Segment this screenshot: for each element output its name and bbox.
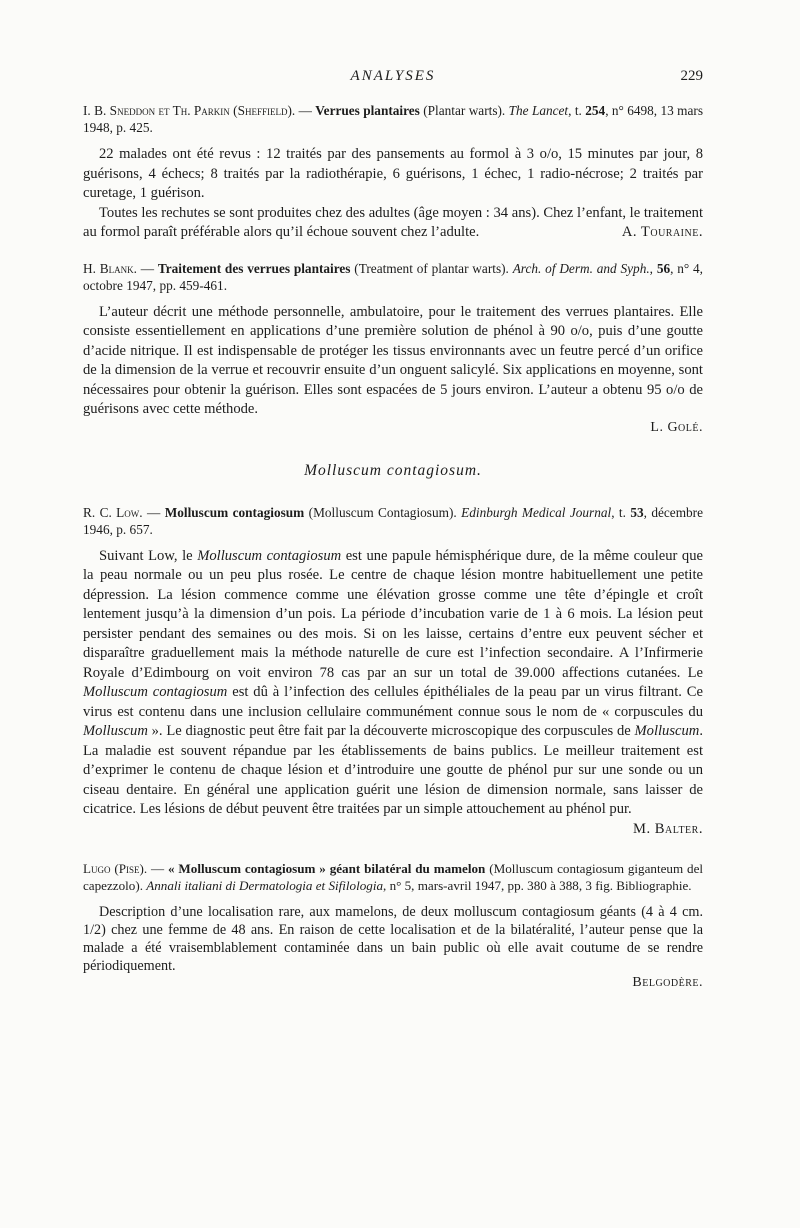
citation-title: « Molluscum contagiosum » géant bilatéral du mamelon bbox=[168, 861, 486, 876]
citation-authors: R. C. Low. bbox=[83, 504, 143, 520]
citation-dash: — bbox=[295, 103, 316, 118]
citation bbox=[83, 504, 703, 538]
reviewer-signature: A. Touraine. bbox=[621, 224, 703, 240]
citation-title: Verrues plantaires bbox=[315, 103, 420, 118]
citation-details: , n° 5, mars-avril 1947, pp. 380 à 388, 3 fig. Bibliographie. bbox=[383, 877, 692, 893]
body-text-italic: Molluscum bbox=[634, 723, 700, 739]
body-text-run: est dû à l’infection des cellules épithéliales de la peau par un virus filtrant. Ce virus est contenu dans une inclusion cellulaire communément connue sous le nom de « corpuscules du bbox=[83, 684, 703, 720]
citation-journal: Annali italiani di Dermatologia et Sifilologia bbox=[146, 877, 384, 893]
body-text-italic: Molluscum contagiosum bbox=[197, 547, 342, 564]
citation-journal: The Lancet bbox=[508, 103, 569, 118]
page-number: 229 bbox=[680, 68, 703, 84]
citation-dash: — bbox=[142, 504, 165, 520]
citation-dash: — bbox=[147, 861, 168, 876]
citation-translation: (Treatment of plantar warts). bbox=[350, 260, 513, 276]
page bbox=[83, 68, 703, 991]
citation-translation: (Molluscum contagiosum giganteum del capezzolo). bbox=[83, 861, 704, 893]
review-entry-sneddon bbox=[83, 102, 703, 243]
body-text-italic: Molluscum bbox=[83, 723, 148, 739]
body-paragraph: L’auteur décrit une méthode personnelle, ambulatoire, pour le traitement des verrues plantaires. Elle consiste essentiellement en applications d’une première solution de phénol à 90 o/o, puis d’une goutte d’acide nitrique. Il est indispensable de protéger les tissus environnants avec un feutre percé d’un orifice de la dimension de la verrue et recouvrir ensuite d’un onguent salicylé. Six applications en moyenne, sont nécessaires pour obtenir la guérison. Elles sont espacées de 5 jours environ. L’auteur a obtenu 95 o/o de guérisons avec cette méthode. bbox=[83, 303, 703, 417]
citation bbox=[83, 260, 703, 294]
body-text-run: ». Le diagnostic peut être fait par la découverte microscopique des corpuscules de bbox=[147, 723, 635, 739]
body-text-run: Suivant Low, le bbox=[99, 547, 198, 564]
citation-journal: Arch. of Derm. and Syph. bbox=[512, 260, 650, 276]
citation-title: Molluscum contagiosum bbox=[164, 504, 305, 520]
page-header bbox=[83, 68, 703, 96]
citation-title: Traitement des verrues plantaires bbox=[157, 260, 351, 276]
citation-authors: I. B. Sneddon et Th. Parkin (Sheffield). bbox=[83, 103, 296, 118]
body-paragraph bbox=[83, 204, 703, 243]
body-text-run: . La maladie est souvent répandue par les établissements de bains publics. Le meilleur traitement est d’exprimer le contenu de chaque lésion et d’introduire une goutte de phénol pur sur une sonde ou un ciseau dentaire. En général une application guérit une lésion de dimension normale, sans laisser de cicatrice. Les lésions de début peuvent être traitées par un simple attouchement au phénol pur. bbox=[83, 723, 703, 817]
citation-details-pre: , t. bbox=[568, 103, 586, 118]
body-text-run: est une papule hémisphérique dure, de la même couleur que la peau normale ou un peu plus rosée. Le centre de chaque lésion montre habituellement une petite dépression. La lésion commence comme une élévation grosse comme une tête d’épingle et croît lentement jusqu’à la dimension d’un pois. La période d’incubation varie de 1 à 6 mois. La lésion peut persister pendant des semaines ou des mois. Si on les laisse, certains d’entre eux peuvent sécher et disparaître graduellement mais la méthode naturelle de cure est l’infection secondaire. A l’Infirmerie Royale d’Edimbourg on voit environ 78 cas par an sur un total de 39.000 affections cutanées. Le bbox=[83, 547, 703, 681]
citation-details-pre: , t. bbox=[611, 504, 631, 520]
reviewer-signature: M. Balter. bbox=[633, 820, 703, 837]
body-paragraph: 22 malades ont été revus : 12 traités par des pansements au formol à 3 o/o, 15 minutes par jour, 8 guérisons, 4 échecs; 8 traités par la radiothérapie, 6 guérisons, 1 échec, 1 radio-nécrose; 2 traités par curetage, 1 guérison. bbox=[83, 146, 703, 201]
citation-authors: Lugo (Pise). bbox=[83, 861, 148, 876]
citation-volume: 53 bbox=[630, 504, 644, 520]
citation-translation: (Molluscum Contagiosum). bbox=[304, 504, 462, 520]
body-text-italic: Molluscum contagiosum bbox=[83, 684, 228, 700]
review-entry-lugo bbox=[83, 861, 703, 991]
body-paragraph-text: Toutes les rechutes se sont produites chez des adultes (âge moyen : 34 ans). Chez l’enfant, le traitement au formol paraît préférable alors qu’il échoue souvent chez l’adulte. bbox=[83, 204, 704, 240]
citation-volume: 56 bbox=[656, 260, 671, 276]
citation-details-pre: , bbox=[649, 260, 657, 276]
reviewer-signature: L. Golé. bbox=[650, 419, 703, 435]
citation bbox=[83, 102, 703, 136]
running-title: ANALYSES bbox=[350, 68, 436, 84]
citation-details: , n° 4, octobre 1947, pp. 459-461. bbox=[83, 260, 703, 293]
citation-dash: — bbox=[136, 260, 158, 276]
citation-journal: Edinburgh Medical Journal bbox=[461, 504, 612, 520]
body-paragraph bbox=[83, 547, 703, 840]
citation-details: , n° 6498, 13 mars 1948, p. 425. bbox=[83, 103, 704, 135]
review-entry-blank bbox=[83, 260, 703, 436]
citation-details: , décembre 1946, p. 657. bbox=[83, 504, 704, 537]
citation-authors: H. Blank. bbox=[83, 260, 137, 276]
reviewer-signature: Belgodère. bbox=[632, 975, 703, 990]
citation bbox=[83, 861, 703, 894]
body-paragraph: Description d’une localisation rare, aux mamelons, de deux molluscum contagiosum géants (4 à 4 cm. 1/2) chez une femme de 48 ans. En raison de cette localisation et de la bilatéralité, l’auteur pense que la malade a été vraisemblablement contaminée dans un bain public où elle avait coutume de se rendre périodiquement. bbox=[83, 904, 703, 974]
review-entry-low bbox=[83, 504, 703, 840]
section-title: Molluscum contagiosum. bbox=[304, 461, 482, 479]
citation-volume: 254 bbox=[585, 103, 606, 118]
citation-translation: (Plantar warts). bbox=[419, 103, 509, 118]
